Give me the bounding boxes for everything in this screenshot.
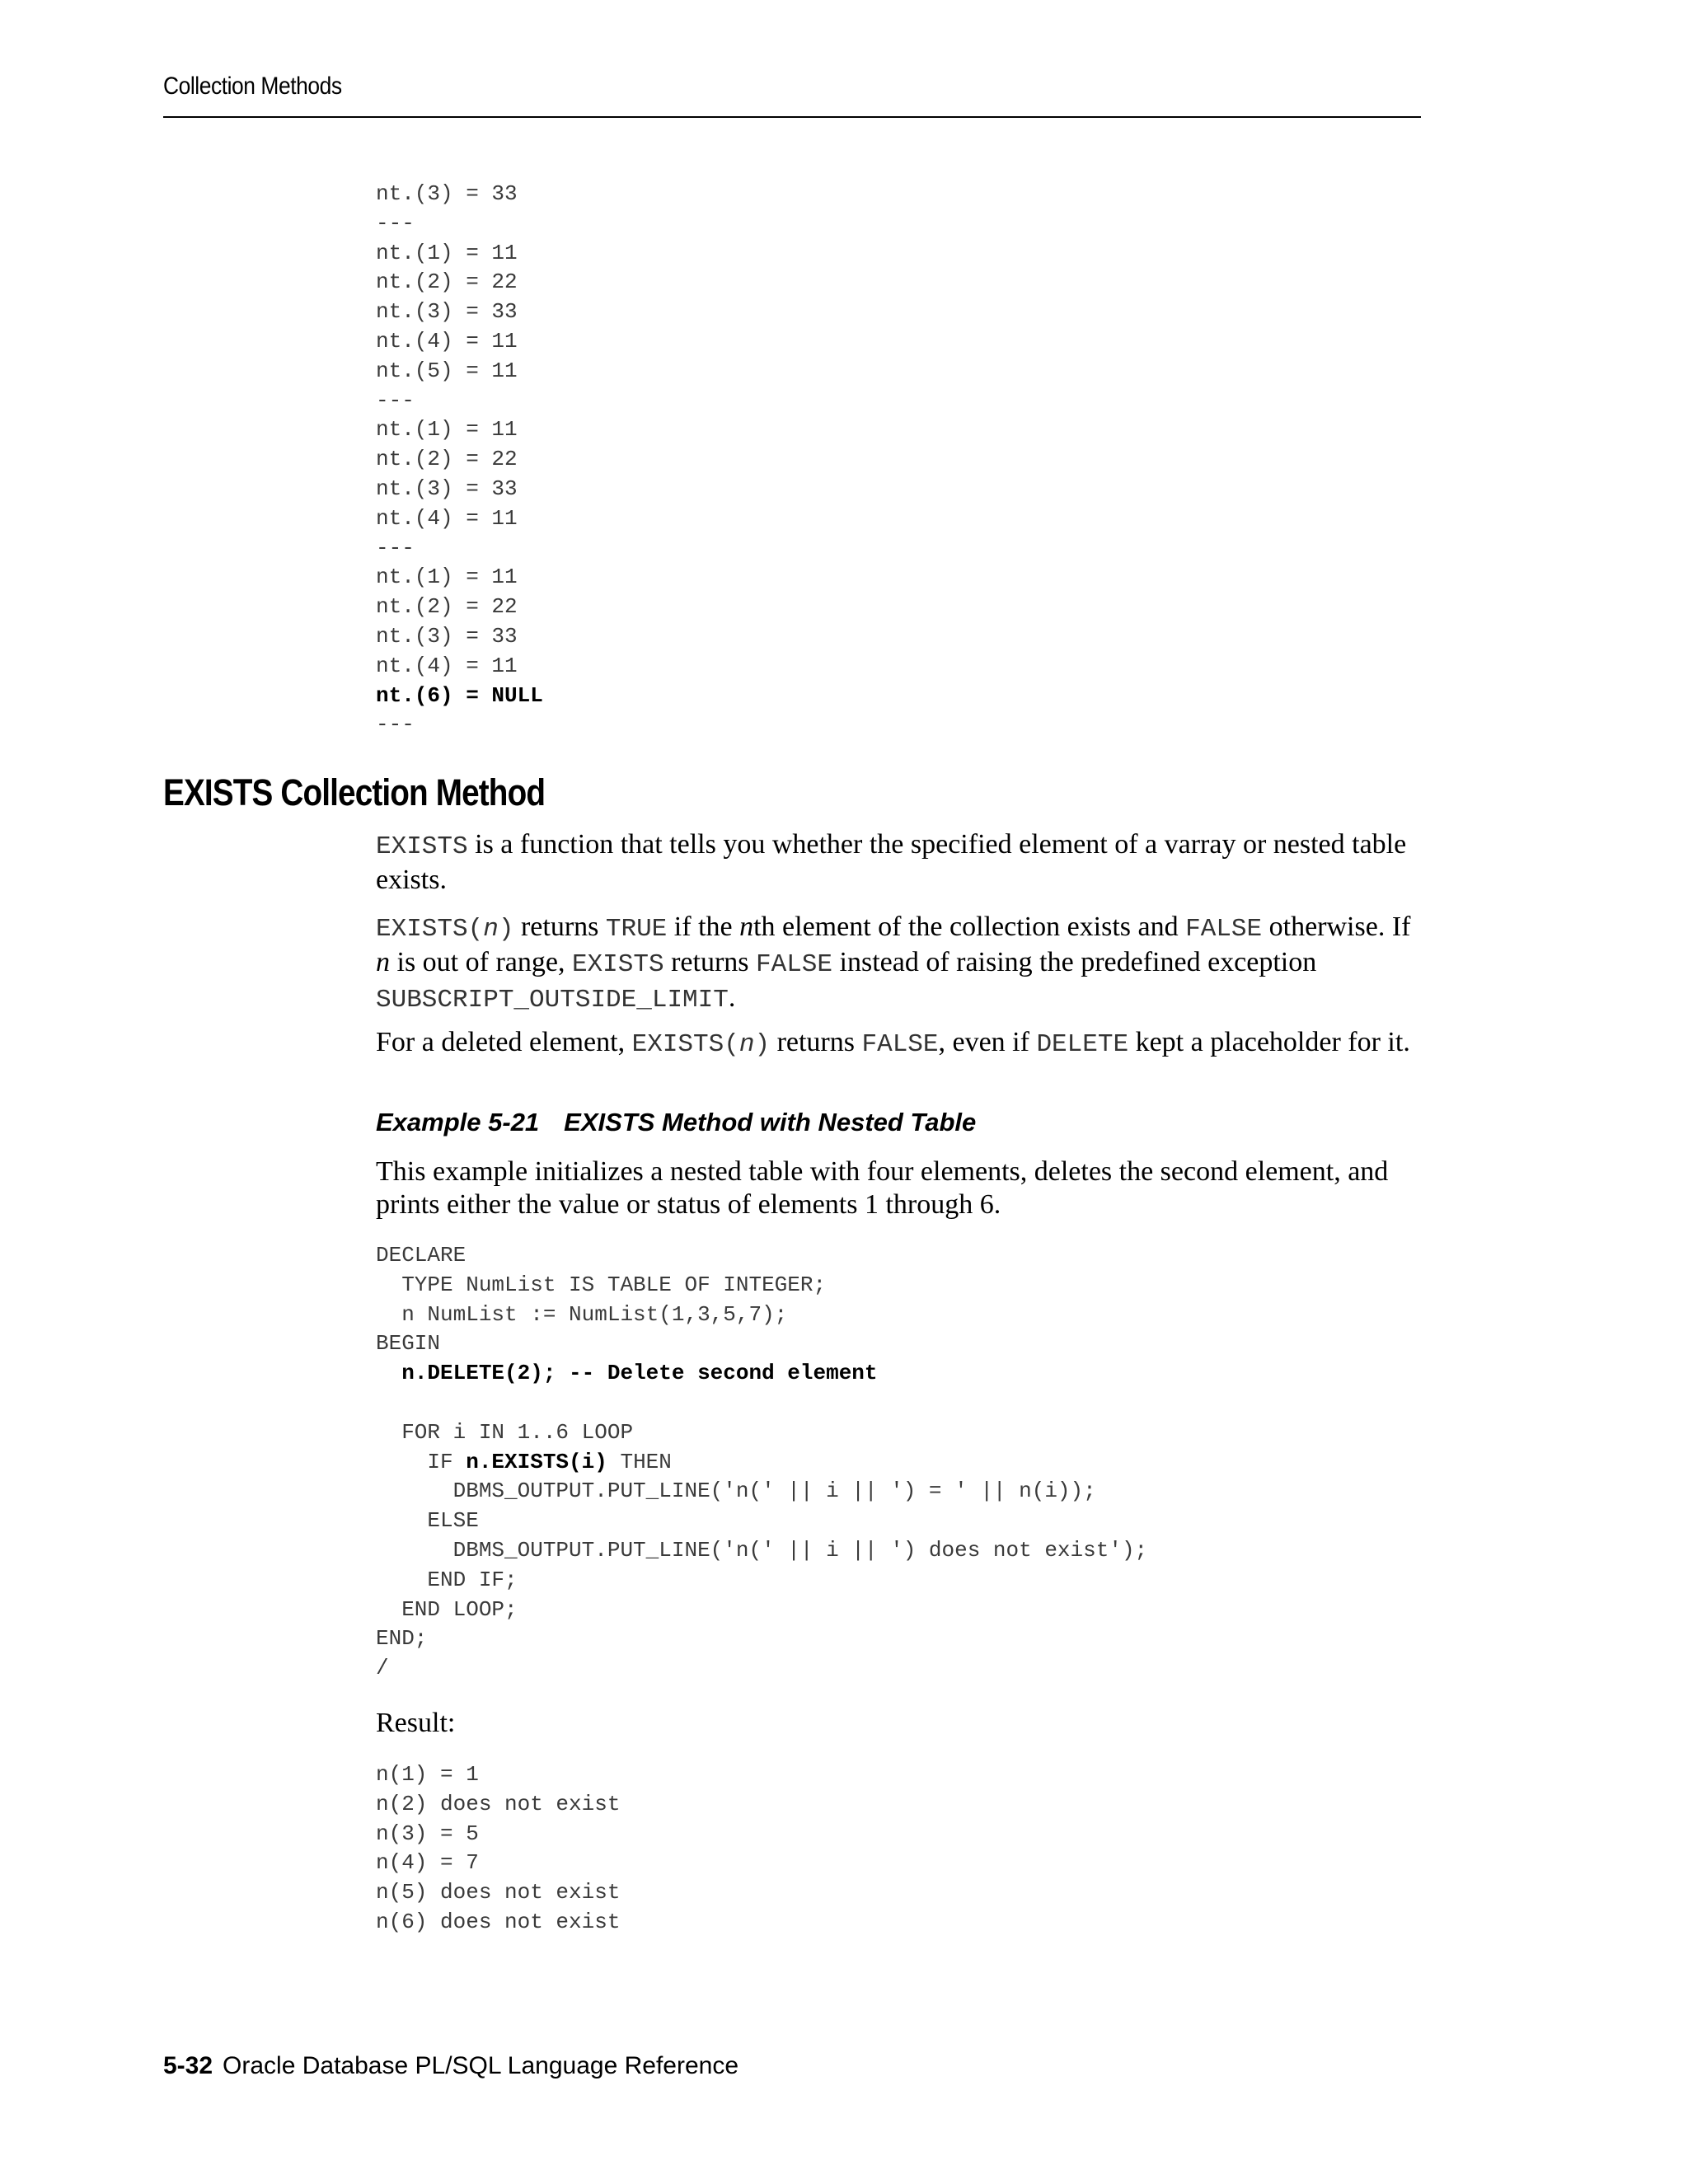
output-line: nt.(3) = 33 <box>376 476 518 501</box>
page-number: 5-32 <box>163 2052 213 2079</box>
paragraph-text: kept a placeholder for it. <box>1128 1027 1410 1057</box>
code-example <box>376 1241 1147 1684</box>
header-rule <box>163 116 1421 118</box>
paragraph-text: returns <box>513 912 606 942</box>
output-line: nt.(5) = 11 <box>376 358 518 383</box>
code-text: DBMS_OUTPUT.PUT_LINE('n(' || i || ') = ' || n(i)); <box>376 1479 1096 1504</box>
output-line: nt.(1) = 11 <box>376 240 518 265</box>
result-line: n(2) does not exist <box>376 1791 621 1816</box>
output-line: nt.(2) = 22 <box>376 594 518 620</box>
code-line <box>376 1536 1147 1566</box>
paragraph-text: is out of range, <box>390 947 572 977</box>
inline-code: EXISTS <box>571 950 664 979</box>
output-line: nt.(4) = 11 <box>376 505 518 531</box>
italic-variable: n <box>376 947 390 977</box>
output-line: --- <box>376 210 415 236</box>
code-text: n NumList := NumList(1,3,5,7); <box>376 1301 788 1327</box>
inline-code: ) <box>498 915 514 944</box>
code-text: THEN <box>607 1449 672 1474</box>
code-text: BEGIN <box>376 1331 441 1357</box>
inline-code: FALSE <box>861 1030 939 1059</box>
output-line: --- <box>376 387 415 413</box>
inline-code: SUBSCRIPT_OUTSIDE_LIMIT <box>376 986 729 1015</box>
code-line <box>376 1418 1147 1448</box>
code-text: END; <box>376 1626 428 1652</box>
section-heading: EXISTS Collection Method <box>163 771 546 813</box>
code-line <box>376 1654 1147 1684</box>
inline-code: EXISTS <box>376 832 468 861</box>
code-text: FOR i IN 1..6 LOOP <box>376 1419 634 1445</box>
inline-code: ) <box>754 1030 771 1059</box>
code-line <box>376 1329 1147 1359</box>
code-line <box>376 1359 1147 1389</box>
paragraph-text: For a deleted element, <box>376 1027 632 1057</box>
result-line: n(3) = 5 <box>376 1821 479 1846</box>
running-header: Collection Methods <box>163 73 342 100</box>
inline-code-variable: n <box>483 915 499 944</box>
example-description: This example initializes a nested table with four elements, deletes the second element, and prints either the value or status of elements 1 through 6. <box>376 1156 1389 1220</box>
output-listing-top <box>376 180 543 740</box>
inline-code-variable: n <box>738 1030 755 1059</box>
code-highlight: n.EXISTS(i) <box>466 1449 607 1474</box>
code-text: DBMS_OUTPUT.PUT_LINE('n(' || i || ') does not exist'); <box>376 1537 1148 1563</box>
inline-code: EXISTS( <box>631 1030 739 1059</box>
output-line: nt.(4) = 11 <box>376 653 518 678</box>
code-line <box>376 1477 1147 1507</box>
paragraph-text: returns <box>770 1027 862 1057</box>
paragraph-text: returns <box>663 947 756 977</box>
output-line: nt.(4) = 11 <box>376 328 518 354</box>
code-text: END IF; <box>376 1567 518 1592</box>
result-line: n(4) = 7 <box>376 1850 479 1876</box>
paragraph-text: , even if <box>938 1027 1037 1057</box>
code-line <box>376 1566 1147 1596</box>
paragraph-text: is a function that tells you whether the specified element of a varray or nested table exists. <box>376 829 1407 895</box>
paragraph-text: instead of raising the predefined exception <box>832 947 1317 977</box>
code-text: IF <box>376 1449 467 1474</box>
paragraph-text: th element of the collection exists and <box>753 912 1186 942</box>
page-footer <box>163 2052 738 2080</box>
code-highlight: n.DELETE(2); -- Delete second element <box>401 1361 878 1386</box>
output-line: nt.(3) = 33 <box>376 181 518 206</box>
result-label: Result: <box>376 1708 456 1738</box>
inline-code: DELETE <box>1036 1030 1129 1059</box>
code-line <box>376 1301 1147 1330</box>
result-line: n(1) = 1 <box>376 1762 479 1787</box>
output-line: --- <box>376 535 415 560</box>
code-line <box>376 1624 1147 1654</box>
paragraph-deleted-element <box>376 1026 1431 1062</box>
inline-code: FALSE <box>1185 915 1263 944</box>
paragraph-exists-definition <box>376 828 1431 897</box>
code-line <box>376 1507 1147 1536</box>
code-text: TYPE NumList IS TABLE OF INTEGER; <box>376 1272 827 1297</box>
code-text: / <box>376 1656 389 1681</box>
output-line: --- <box>376 712 415 738</box>
code-line <box>376 1271 1147 1301</box>
output-line: nt.(6) = NULL <box>376 682 543 708</box>
output-line: nt.(1) = 11 <box>376 565 518 590</box>
output-line: nt.(2) = 22 <box>376 447 518 472</box>
code-text <box>376 1361 401 1385</box>
book-title: Oracle Database PL/SQL Language Reference <box>223 2052 739 2079</box>
code-line <box>376 1448 1147 1478</box>
example-title <box>376 1108 976 1137</box>
output-line: nt.(3) = 33 <box>376 623 518 649</box>
result-line: n(5) does not exist <box>376 1880 621 1905</box>
code-line <box>376 1241 1147 1271</box>
code-text: ELSE <box>376 1508 479 1534</box>
inline-code: EXISTS( <box>376 915 484 944</box>
code-line <box>376 1389 1147 1418</box>
output-listing-result <box>376 1760 620 1938</box>
paragraph-text: . <box>728 982 736 1013</box>
example-number: Example 5-21 <box>376 1108 540 1137</box>
code-text: END LOOP; <box>376 1596 518 1622</box>
paragraph-text: if the <box>667 912 740 942</box>
example-name: EXISTS Method with Nested Table <box>564 1108 977 1137</box>
paragraph-exists-behavior <box>376 911 1431 1017</box>
output-line: nt.(3) = 33 <box>376 299 518 325</box>
inline-code: TRUE <box>605 915 668 944</box>
output-line: nt.(1) = 11 <box>376 417 518 443</box>
code-text: DECLARE <box>376 1243 467 1268</box>
inline-code: FALSE <box>756 950 833 979</box>
output-line: nt.(2) = 22 <box>376 269 518 295</box>
code-line <box>376 1596 1147 1625</box>
result-line: n(6) does not exist <box>376 1909 621 1934</box>
paragraph-text: otherwise. If <box>1262 912 1411 942</box>
italic-variable: n <box>739 912 754 942</box>
